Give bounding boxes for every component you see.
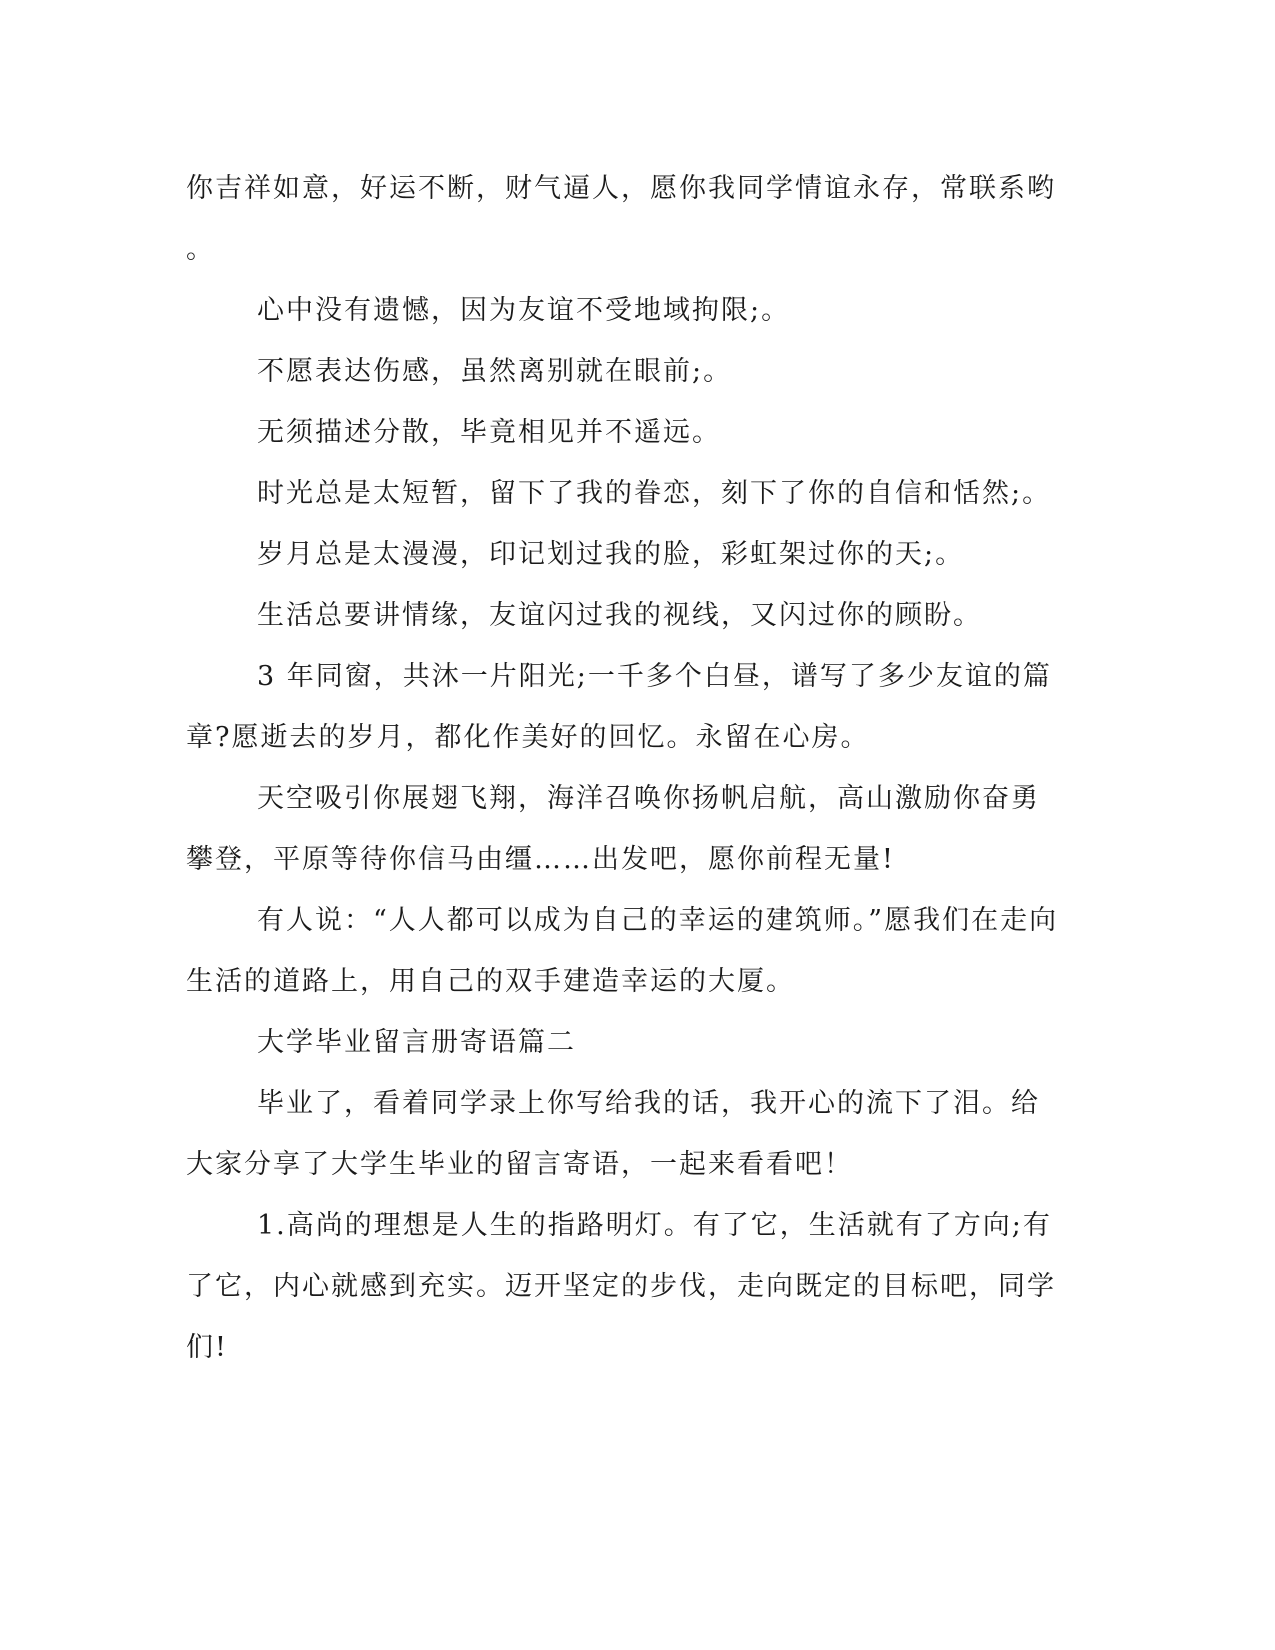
paragraph-three-years: 3 年同窗，共沐一片阳光;一千多个白昼，谱写了多少友谊的篇章?愿逝去的岁月，都化作美好的回忆。永留在心房。 bbox=[186, 661, 1052, 753]
paragraph-years-long: 岁月总是太漫漫，印记划过我的脸，彩虹架过你的天;。 bbox=[257, 539, 965, 570]
paragraph-life-fate: 生活总要讲情缘，友谊闪过我的视线，又闪过你的顾盼。 bbox=[257, 600, 982, 631]
paragraph-time-short: 时光总是太短暂，留下了我的眷恋，刻下了你的自信和恬然;。 bbox=[257, 478, 1052, 509]
document-body bbox=[186, 158, 1066, 1378]
paragraph-no-parting: 无须描述分散，毕竟相见并不遥远。 bbox=[257, 417, 721, 448]
paragraph-graduation-intro: 毕业了，看着同学录上你写给我的话，我开心的流下了泪。给大家分享了大学生毕业的留言寄语，一起来看看吧！ bbox=[186, 1088, 1040, 1180]
paragraph-continued-wishes: 你吉祥如意，好运不断，财气逼人，愿你我同学情谊永存，常联系哟 bbox=[186, 173, 1056, 204]
paragraph-quote-architect: 有人说：“人人都可以成为自己的幸运的建筑师。”愿我们在走向生活的道路上，用自己的双手建造幸运的大厦。 bbox=[186, 905, 1059, 997]
paragraph-item-1: 1.高尚的理想是人生的指路明灯。有了它，生活就有了方向;有了它，内心就感到充实。迈开坚定的步伐，走向既定的目标吧，同学们! bbox=[186, 1210, 1056, 1363]
paragraph-no-sadness: 不愿表达伤感，虽然离别就在眼前;。 bbox=[257, 356, 733, 387]
paragraph-trailing-period: 。 bbox=[186, 234, 215, 265]
section-heading: 大学毕业留言册寄语篇二 bbox=[257, 1027, 576, 1058]
paragraph-sky-sea: 天空吸引你展翅飞翔，海洋召唤你扬帆启航，高山激励你奋勇攀登，平原等待你信马由缰……出发吧，愿你前程无量! bbox=[186, 783, 1040, 875]
paragraph-no-regrets: 心中没有遗憾，因为友谊不受地域拘限;。 bbox=[257, 295, 791, 326]
